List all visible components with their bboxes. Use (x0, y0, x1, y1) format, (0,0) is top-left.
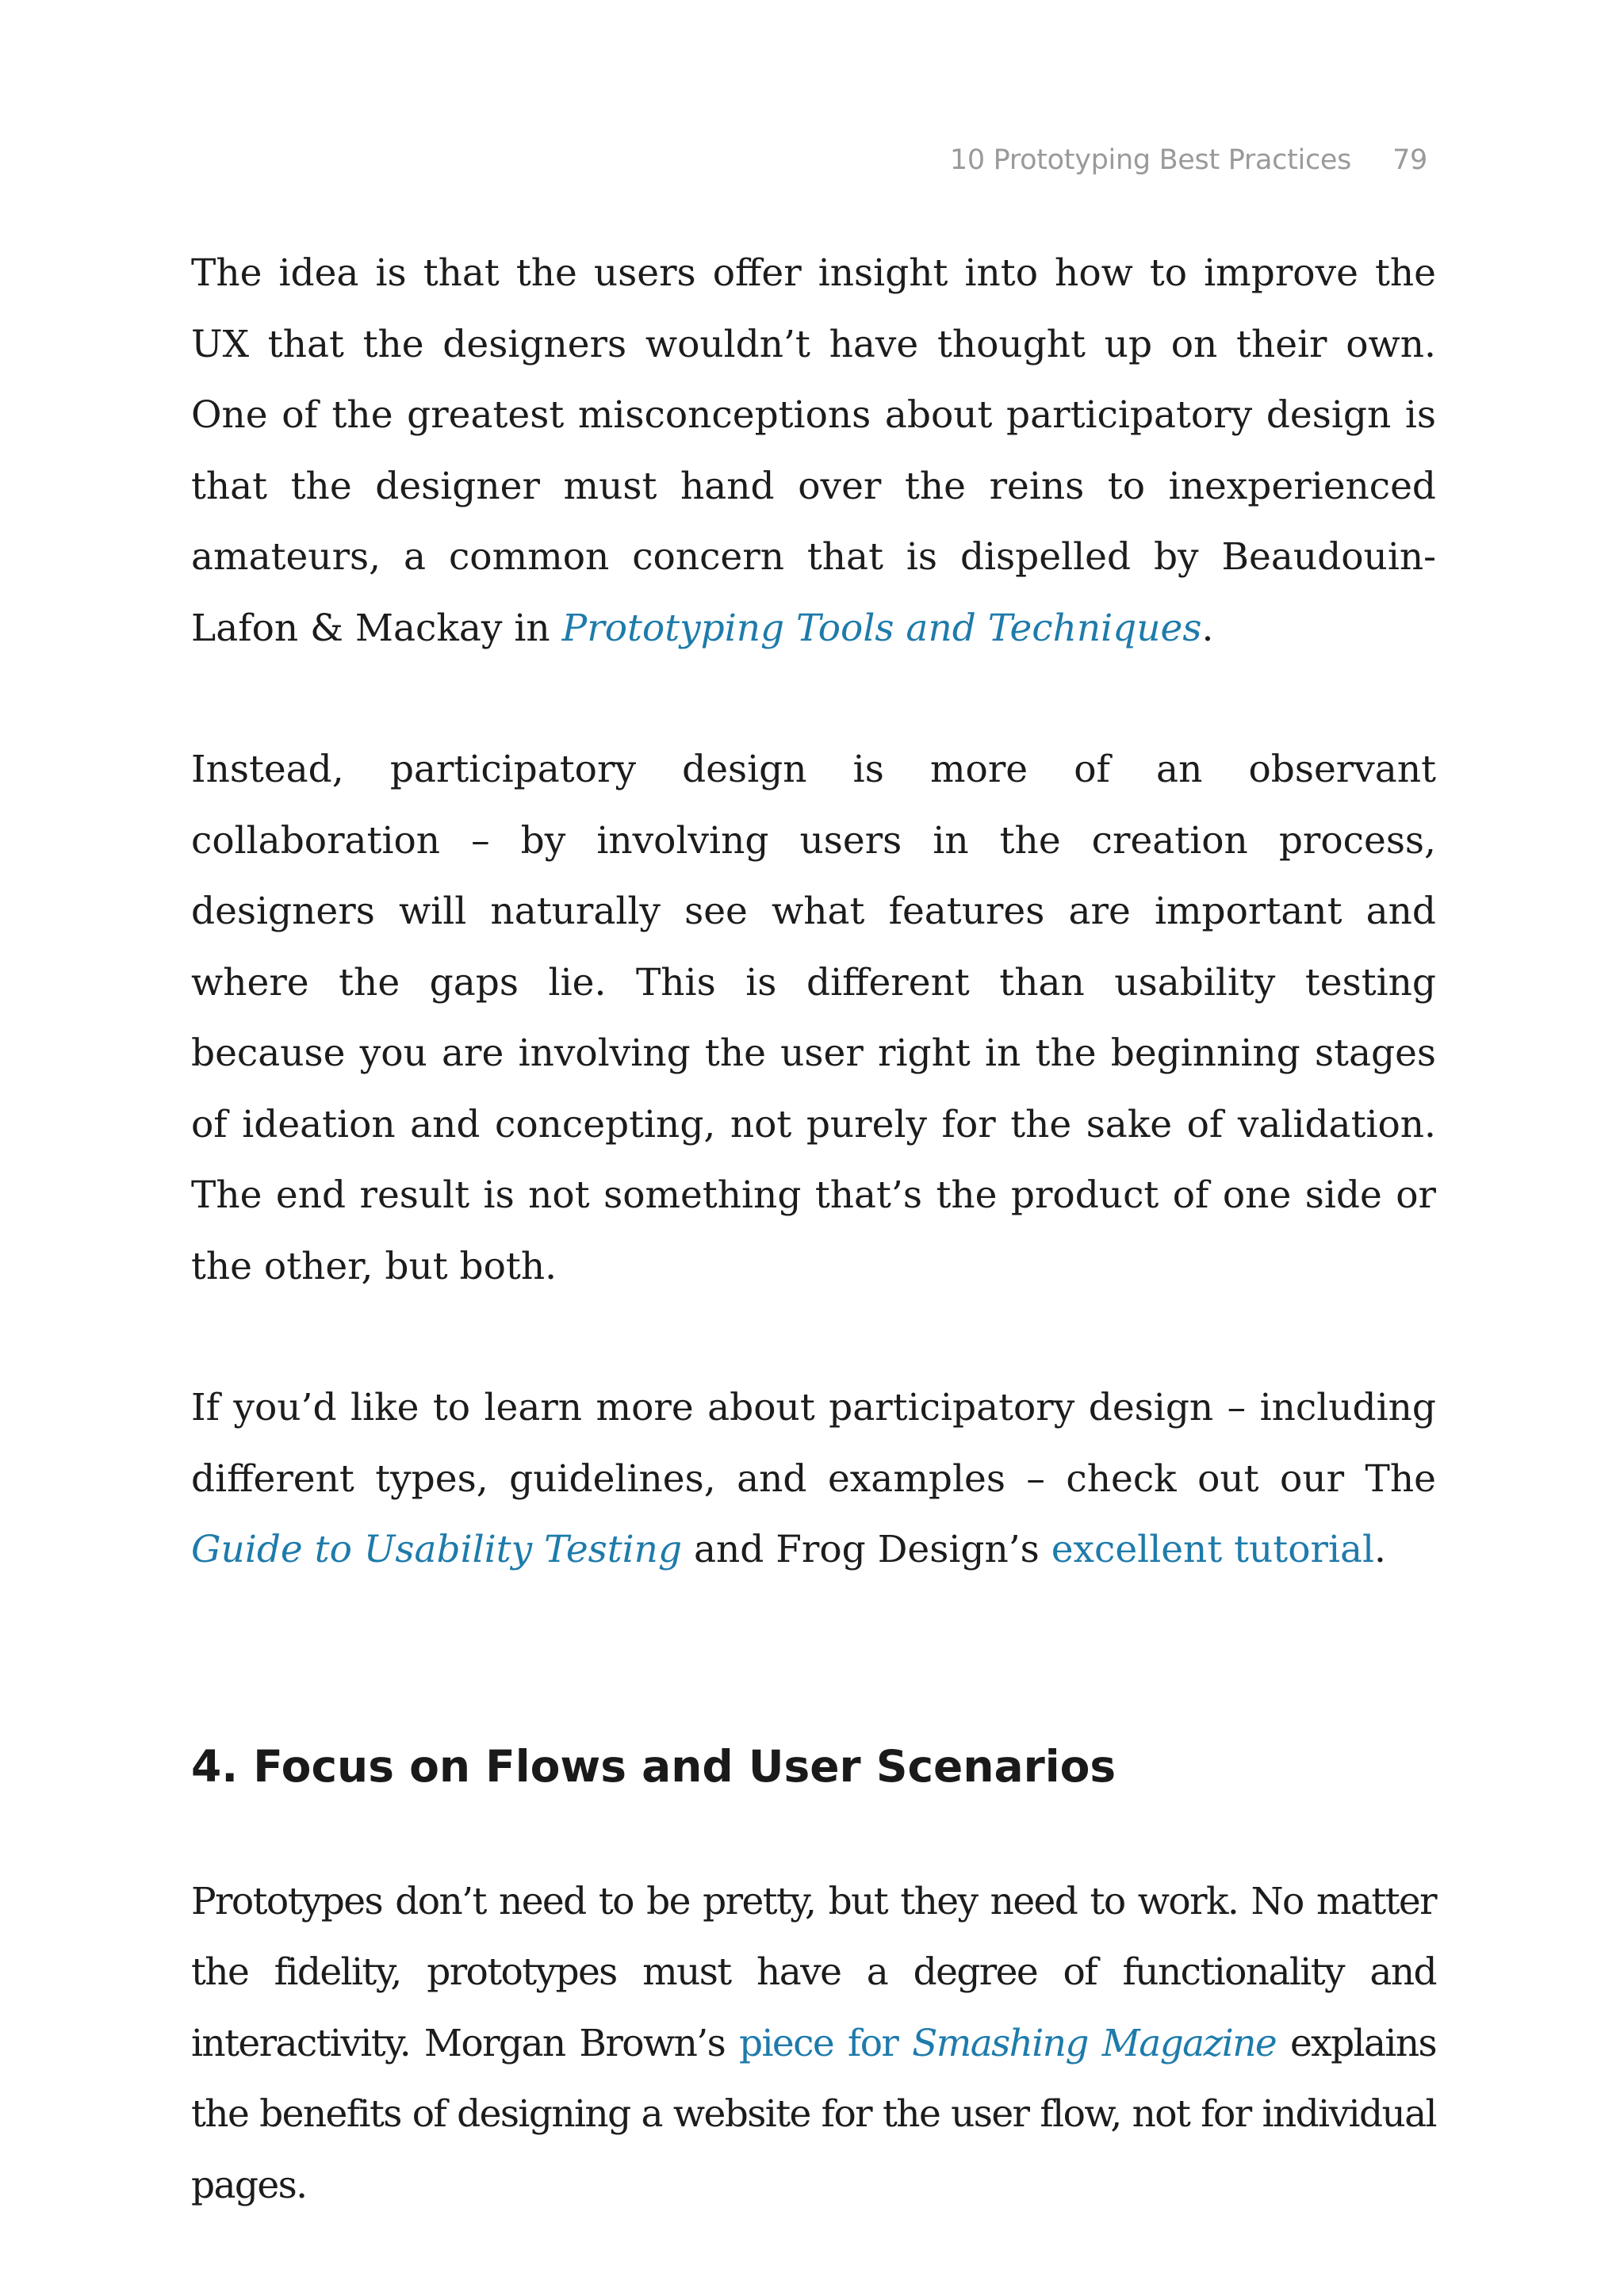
link-prototyping-tools-and-techniques[interactable]: Prototyping Tools and Techniques (561, 606, 1202, 650)
paragraph-text-end: . (1201, 606, 1214, 650)
paragraph-observant-collaboration: Instead, participatory design is more of an observant collaboration – by involving users in the creation process, designers will naturally see what features are important and where the gaps lie. This is different than usability testing because you are involving the user right in the beginning stages of ideation and concepting, not purely for the sake of validation. The end result is not something that’s the product of one side or the other, but both. (191, 748, 1436, 1288)
link-excellent-tutorial[interactable]: excellent tutorial (1051, 1528, 1375, 1571)
link-text-italic: Smashing Magazine (912, 2021, 1277, 2065)
paragraph-flows-and-scenarios (191, 1866, 1436, 2221)
paragraph-text-end: . (1374, 1528, 1386, 1571)
paragraph-participatory-design-intro (191, 238, 1436, 664)
link-guide-to-usability-testing[interactable]: Guide to Usability Testing (191, 1528, 683, 1571)
running-header (950, 144, 1427, 176)
paragraph-text-middle: and Frog Design’s (682, 1528, 1051, 1571)
link-text-plain: piece for (738, 2021, 913, 2065)
paragraph-text: If you’d like to learn more about participatory design – including different types, guidelines, and examples – check out our The (191, 1386, 1436, 1501)
header-book-title: 10 Prototyping Best Practices (949, 144, 1352, 176)
page-content (191, 238, 1436, 2221)
paragraph-text: Prototypes don’t need to be pretty, but they need to work. No matter the fidelity, prototypes must have a degree of functionality and interactivity. Morgan Brown’s (191, 1879, 1436, 2065)
page-number: 79 (1392, 144, 1427, 176)
section-heading: 4. Focus on Flows and User Scenarios (191, 1740, 1116, 1792)
paragraph-text-end: explains the benefits of designing a website for the user flow, not for individual pages. (191, 2021, 1437, 2207)
link-piece-for-smashing-magazine[interactable] (739, 2022, 1276, 2065)
paragraph-learn-more (191, 1372, 1436, 1586)
paragraph-text: The idea is that the users offer insight into how to improve the UX that the designers wouldn’t have thought up on their own. One of the greatest misconceptions about participatory design is that the designer must hand over the reins to inexperienced amateurs, a common concern that is dispelled by Beaudouin-Lafon & Mackay in (191, 251, 1436, 650)
